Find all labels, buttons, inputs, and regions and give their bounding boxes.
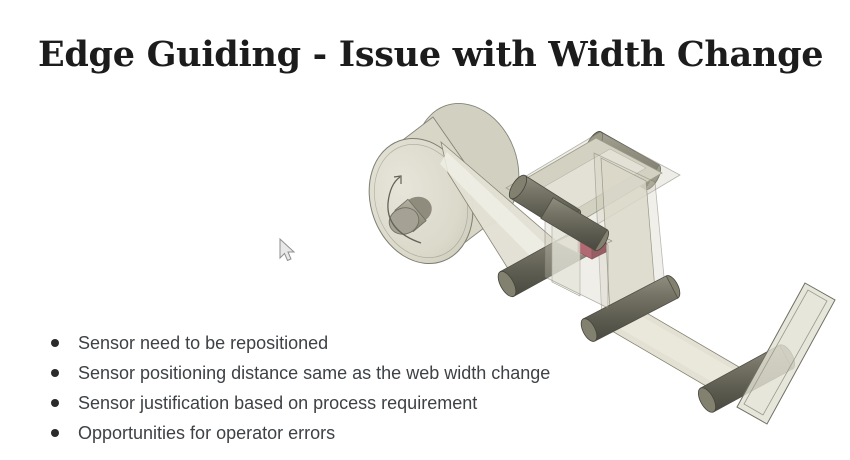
exit-plate [737, 283, 835, 424]
bullet-item: Sensor need to be repositioned [48, 328, 550, 358]
slide-title: Edge Guiding - Issue with Width Change [38, 34, 824, 75]
mouse-cursor-icon [280, 239, 294, 261]
bullet-item: Opportunities for operator errors [48, 418, 550, 448]
bullet-item: Sensor positioning distance same as the web width change [48, 358, 550, 388]
bullet-item: Sensor justification based on process requirement [48, 388, 550, 418]
